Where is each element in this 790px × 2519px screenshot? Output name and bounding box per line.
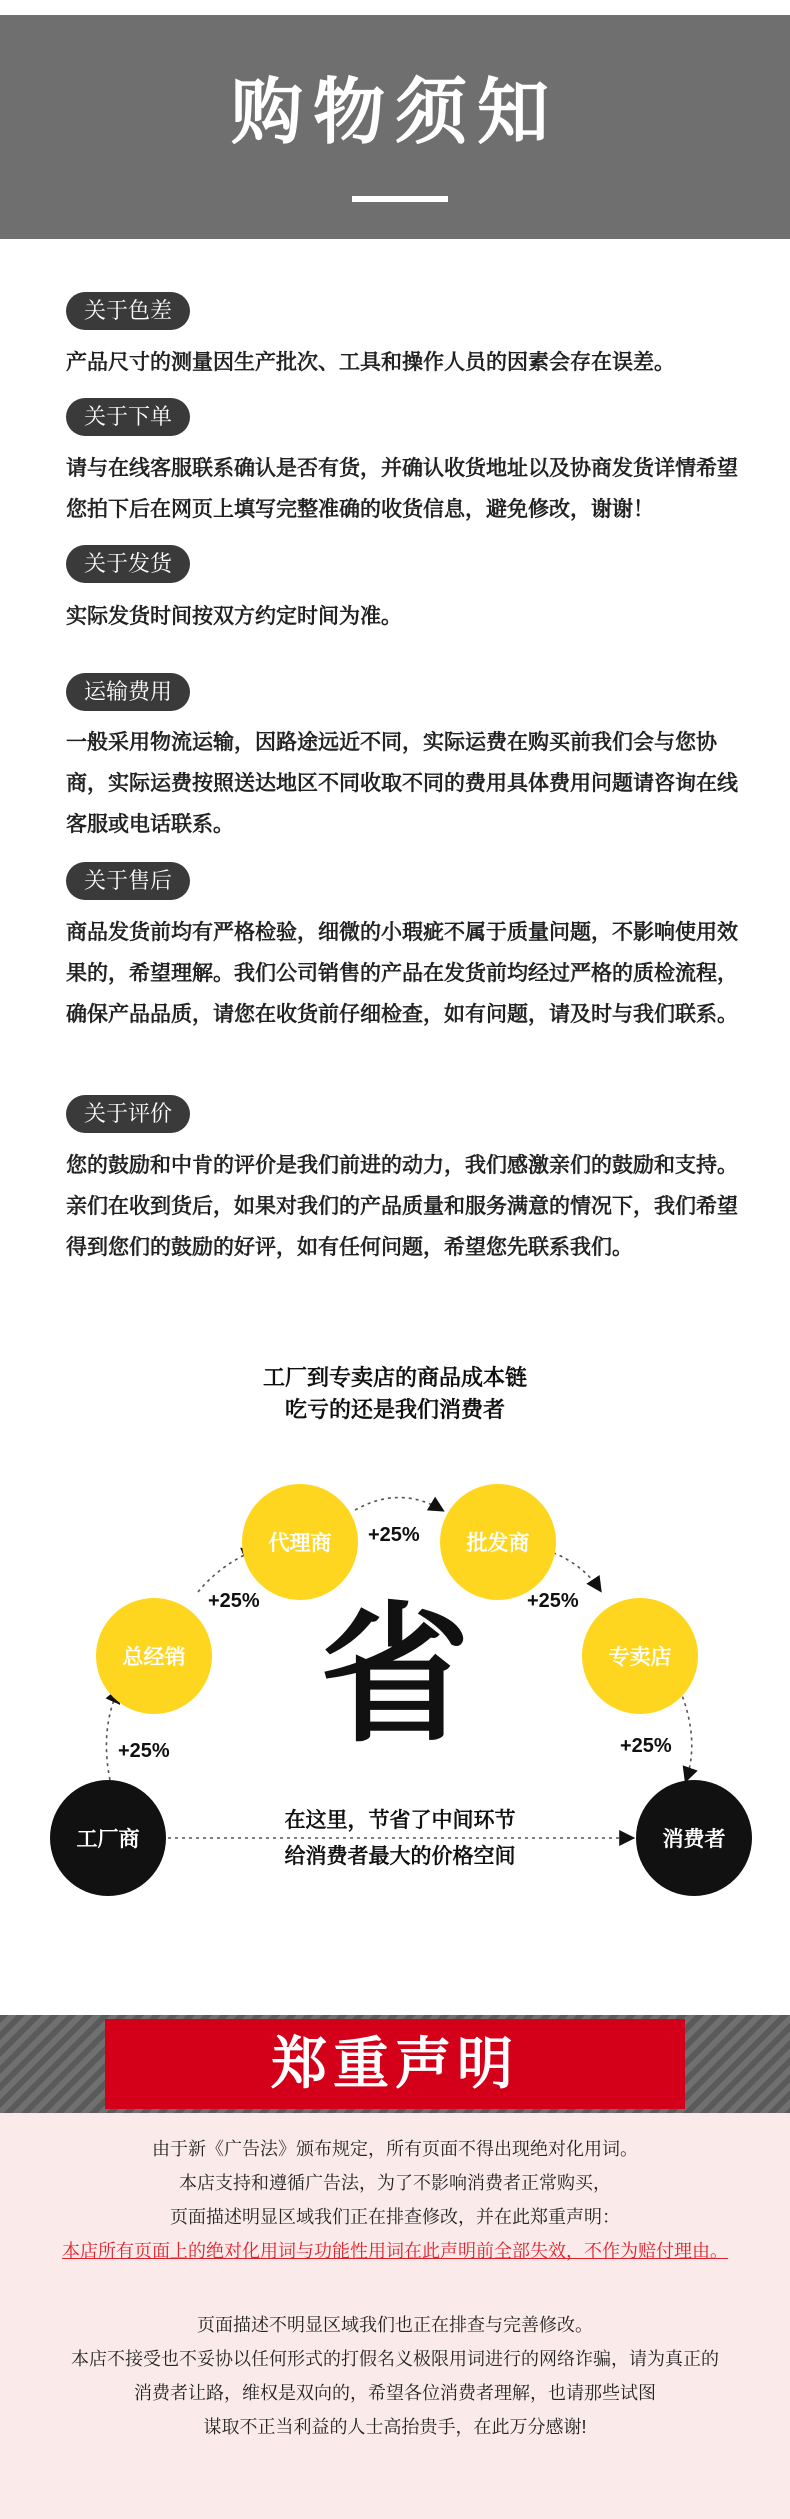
node-agent: 代理商 (242, 1484, 358, 1600)
declaration-line-6: 本店不接受也不妥协以任何形式的打假名义极限用词进行的网络诈骗，请为真正的 (71, 2349, 719, 2369)
section-tag-reviews: 关于评价 (66, 1095, 190, 1133)
connector-factory-distributor (106, 1690, 118, 1780)
markup-label-5: +25% (620, 1735, 672, 1757)
declaration-title: 郑重声明 (105, 2019, 685, 2109)
markup-label-2: +25% (208, 1590, 260, 1612)
chain-title-line2: 吃亏的还是我们消费者 (284, 1397, 505, 1422)
markup-label-1: +25% (118, 1740, 170, 1762)
node-distributor: 总经销 (96, 1598, 212, 1714)
section-text-reviews: 您的鼓励和中肯的评价是我们前进的动力，我们感激亲们的鼓励和支持。亲们在收到货后，如果对我们的产品质量和服务满意的情况下，我们希望得到您们的鼓励的好评，如有任何问题，希望您先联系我们。 (66, 1154, 738, 1259)
declaration-line-1: 由于新《广告法》颁布规定，所有页面不得出现绝对化用词。 (152, 2139, 638, 2159)
declaration-line-5: 页面描述不明显区域我们也正在排查与完善修改。 (197, 2315, 593, 2335)
connector-store-consumer (680, 1690, 692, 1780)
markup-label-3: +25% (368, 1524, 420, 1546)
node-store: 专卖店 (582, 1598, 698, 1714)
declaration-line-8: 谋取不正当利益的人士高抬贵手，在此万分感谢! (203, 2417, 587, 2437)
connector-agent-wholesaler (355, 1498, 442, 1511)
declaration-line-7: 消费者让路，维权是双向的，希望各位消费者理解，也请那些试图 (134, 2383, 656, 2403)
section-text-ordering: 请与在线客服联系确认是否有货，并确认收货地址以及协商发货详情希望您拍下后在网页上填写完整准确的收货信息，避免修改，谢谢！ (66, 457, 738, 521)
declaration-line-3: 页面描述明显区域我们正在排查修改，并在此郑重声明： (170, 2207, 620, 2227)
node-wholesaler: 批发商 (440, 1484, 556, 1600)
section-text-after-sales: 商品发货前均有严格检验，细微的小瑕疵不属于质量问题，不影响使用效果的，希望理解。我们公司销售的产品在发货前均经过严格的质检流程，确保产品品质，请您在收货前仔细检查，如有问题，请及时与我们联系。 (66, 921, 738, 1026)
section-text-shipping-cost: 一般采用物流运输，因路途远近不同，实际运费在购买前我们会与您协商，实际运费按照送达地区不同收取不同的费用具体费用问题请咨询在线客服或电话联系。 (66, 731, 738, 836)
section-tag-shipping-cost: 运输费用 (66, 673, 190, 711)
node-factory: 工厂商 (50, 1780, 166, 1896)
save-character: 省 (320, 1591, 471, 1759)
declaration-line-4-warning: 本店所有页面上的绝对化用词与功能性用词在此声明前全部失效，不作为赔付理由。 (62, 2241, 728, 2261)
section-tag-after-sales: 关于售后 (66, 862, 190, 900)
markup-label-4: +25% (527, 1590, 579, 1612)
declaration-line-2: 本店支持和遵循广告法，为了不影响消费者正常购买， (179, 2173, 611, 2193)
section-tag-color-difference: 关于色差 (66, 292, 190, 330)
node-consumer: 消费者 (636, 1780, 752, 1896)
section-text-color-difference: 产品尺寸的测量因生产批次、工具和操作人员的因素会存在误差。 (66, 351, 675, 374)
title-underline (352, 196, 448, 202)
chain-center-text-line2: 给消费者最大的价格空间 (284, 1845, 516, 1868)
page-title: 购物须知 (230, 73, 559, 153)
chain-title-line1: 工厂到专卖店的商品成本链 (262, 1365, 527, 1390)
section-tag-shipping: 关于发货 (66, 545, 190, 583)
section-tag-ordering: 关于下单 (66, 398, 190, 436)
section-text-shipping: 实际发货时间按双方约定时间为准。 (66, 605, 402, 628)
page-header (0, 15, 790, 239)
chain-center-text-line1: 在这里，节省了中间环节 (284, 1809, 516, 1832)
